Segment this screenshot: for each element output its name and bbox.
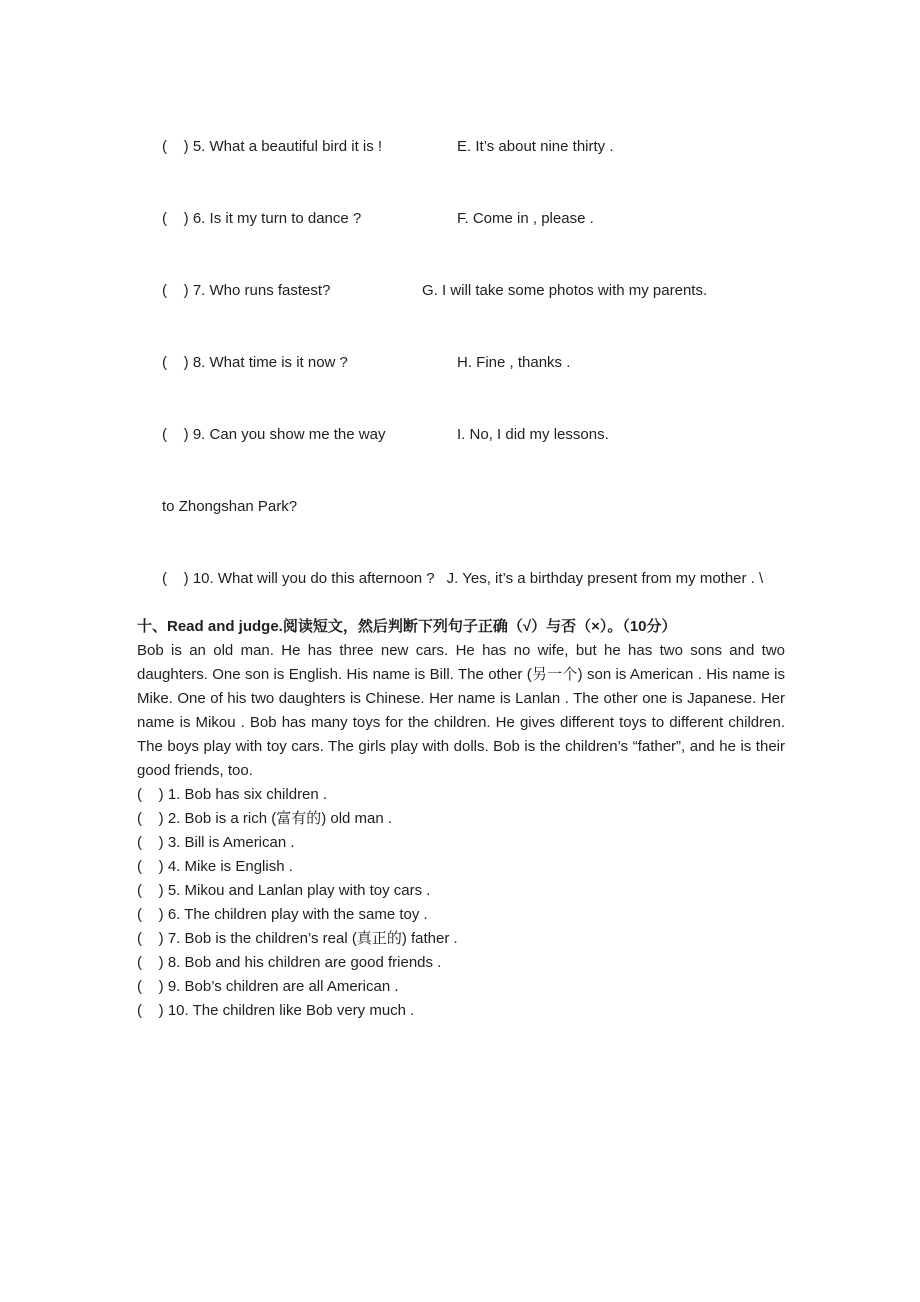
- matching-line: [137, 111, 785, 183]
- judge-item: ( ) 5. Mikou and Lanlan play with toy cars .: [137, 882, 431, 899]
- matching-line: [137, 327, 785, 399]
- judge-item: ( ) 7. Bob is the children’s real (真正的) father .: [137, 930, 458, 947]
- matching-line-continuation: [137, 471, 785, 543]
- question-text: ( ) 7. Who runs fastest?: [162, 282, 331, 299]
- matching-line: [137, 255, 785, 327]
- question-text: to Zhongshan Park?: [162, 498, 298, 515]
- judge-item: ( ) 1. Bob has six children .: [137, 786, 328, 803]
- matching-line: [137, 399, 785, 471]
- answer-text: E. It’s about nine thirty .: [457, 138, 614, 155]
- question-text: ( ) 6. Is it my turn to dance ?: [162, 210, 362, 227]
- section-heading: 十、Read and judge.阅读短文，然后判断下列句子正确（√）与否（×）。（10分）: [137, 618, 677, 635]
- judge-item: ( ) 9. Bob’s children are all American .: [137, 978, 399, 995]
- question-text: ( ) 10. What will you do this afternoon ?: [162, 570, 435, 587]
- answer-text: H. Fine , thanks .: [457, 354, 571, 371]
- matching-section: [137, 111, 785, 615]
- matching-line: [137, 543, 785, 615]
- question-text: ( ) 9. Can you show me the way: [162, 426, 386, 443]
- judge-item: ( ) 4. Mike is English .: [137, 858, 293, 875]
- answer-text: I. No, I did my lessons.: [457, 426, 609, 443]
- document-page: [137, 111, 785, 1023]
- judge-item: ( ) 3. Bill is American .: [137, 834, 295, 851]
- answer-text: J. Yes, it’s a birthday present from my mother . \: [446, 570, 764, 587]
- judge-item: ( ) 2. Bob is a rich (富有的) old man .: [137, 810, 393, 827]
- matching-line: [137, 183, 785, 255]
- question-text: ( ) 5. What a beautiful bird it is !: [162, 138, 383, 155]
- judge-item: ( ) 10. The children like Bob very much .: [137, 1002, 415, 1019]
- question-text: ( ) 8. What time is it now ?: [162, 354, 348, 371]
- judge-item: ( ) 8. Bob and his children are good friends .: [137, 954, 442, 971]
- reading-passage: Bob is an old man. He has three new cars. He has no wife, but he has two sons and two daughters. One son is English. His name is Bill. The other (另一个) son is American . His name is Mike. One of his two daughters is Chinese. Her name is Lanlan . The other one is Japanese. Her name is Mikou . Bob has many toys for the children. He gives different toys to different children. The boys play with toy cars. The girls play with dolls. Bob is the children’s “father”, and he is their good friends, too.: [137, 642, 785, 779]
- judge-list: [137, 783, 785, 1023]
- answer-text: F. Come in , please .: [457, 210, 594, 227]
- judge-item: ( ) 6. The children play with the same toy .: [137, 906, 428, 923]
- answer-text: G. I will take some photos with my parents.: [422, 282, 708, 299]
